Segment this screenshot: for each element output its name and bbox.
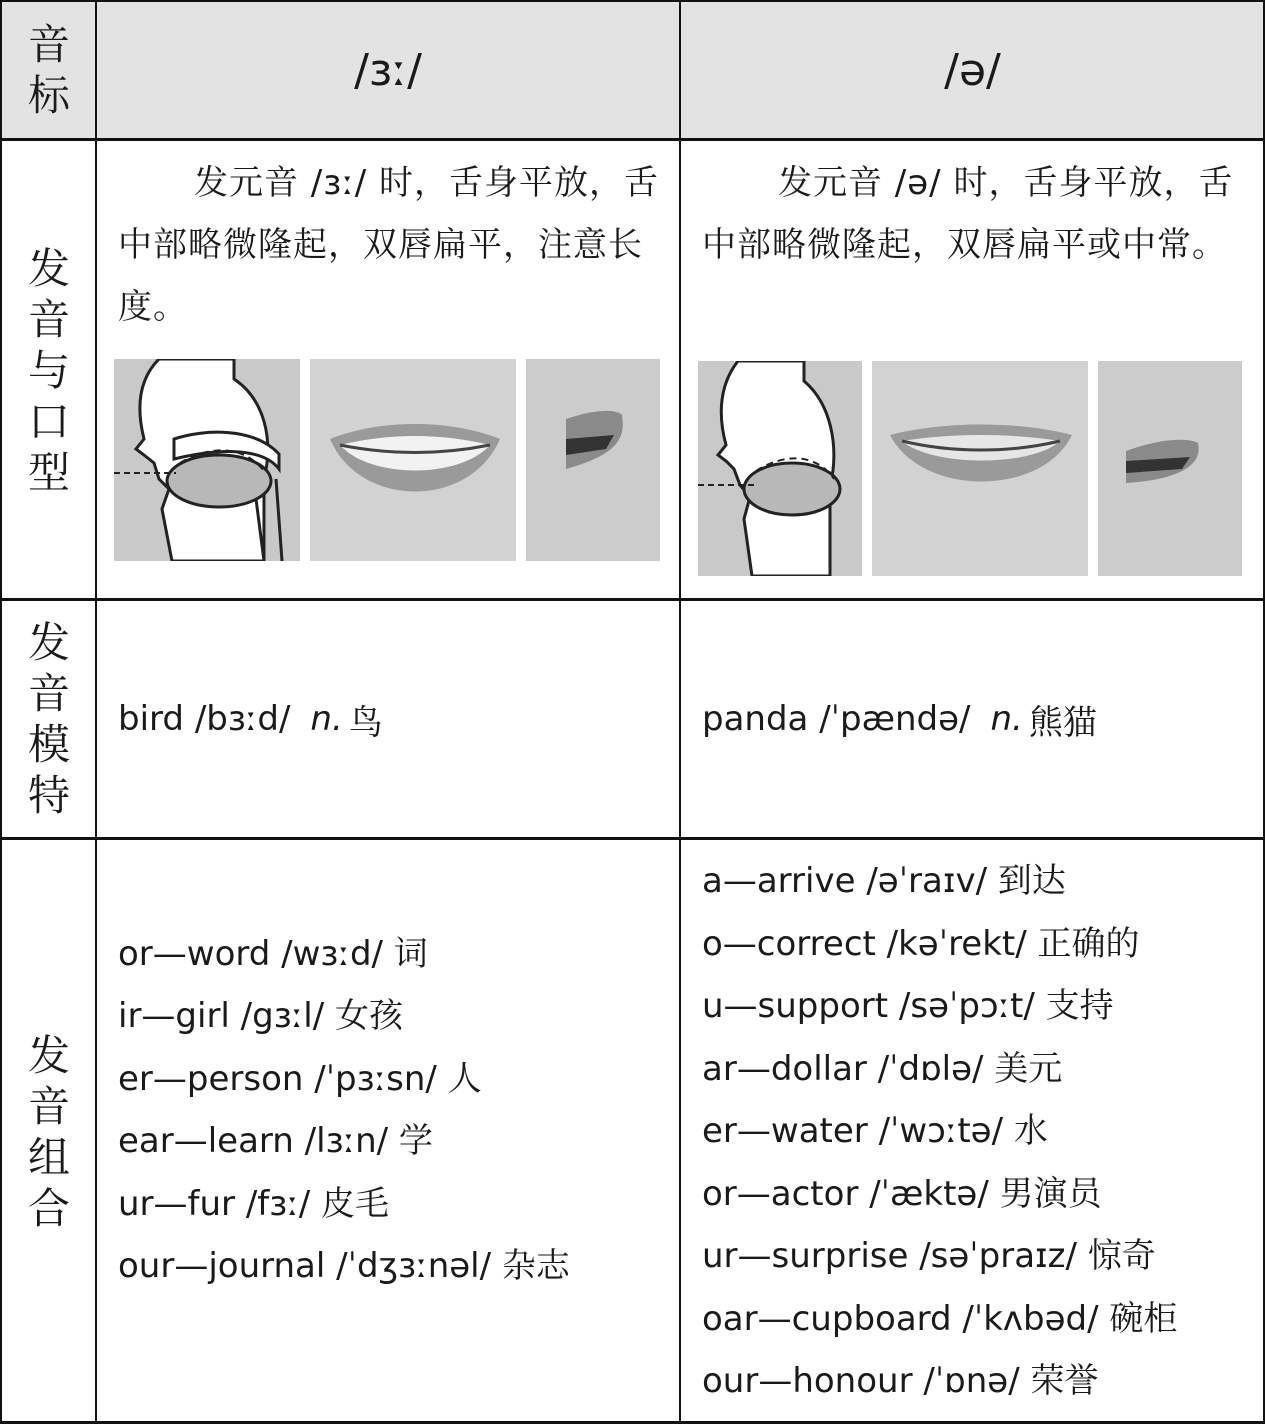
table-border — [0, 837, 1265, 840]
header-label — [2, 2, 96, 138]
lips-front-photo — [310, 359, 516, 561]
row-label-char: 发 — [27, 618, 70, 667]
description-text: 发元音 /ə/ 时，舌身平放，舌中部略微隆起，双唇扁平或中常。 — [702, 163, 1234, 265]
row-label-char: 发 — [27, 243, 70, 293]
row-label-char: 特 — [27, 771, 70, 820]
combination-item: or—actor /ˈæktə/ 男演员 — [702, 1173, 1102, 1214]
articulation-description — [702, 152, 1252, 276]
table-border — [0, 138, 1265, 141]
mouth-images — [114, 359, 660, 561]
combination-item: ir—girl /gɜːl/ 女孩 — [118, 996, 403, 1036]
model-meaning: 熊猫 — [1028, 702, 1097, 743]
model-ipa: /bɜːd/ — [194, 699, 291, 739]
row-label-char: 合 — [27, 1184, 70, 1233]
row-label-combinations — [2, 840, 96, 1424]
row-label-char: 模 — [27, 720, 70, 769]
header-label-char: 音 — [27, 20, 70, 69]
combination-item: or—word /wɜːd/ 词 — [118, 933, 428, 974]
articulation-description — [118, 152, 668, 338]
model-ipa: /ˈpændə/ — [819, 699, 971, 739]
lips-side-photo — [1098, 361, 1242, 576]
combination-item: ear—learn /lɜːn/ 学 — [118, 1121, 433, 1161]
sagittal-diagram-image — [698, 361, 862, 576]
combination-item: a—arrive /əˈraɪv/ 到达 — [702, 861, 1066, 901]
combination-item: oar—cupboard /ˈkʌbəd/ 碗柜 — [702, 1298, 1178, 1339]
lips-side-photo — [526, 359, 660, 561]
description-text: 发元音 /ɜː/ 时，舌身平放，舌中部略微隆起，双唇扁平，注意长度。 — [118, 163, 660, 327]
row-label-char: 发 — [27, 1031, 70, 1080]
combination-list — [96, 818, 680, 1402]
phoneme-heading-schwa: /ə/ — [944, 44, 1001, 96]
phoneme-heading-long-er: /ɜː/ — [354, 44, 422, 96]
row-label-model — [2, 601, 96, 837]
row-label-char: 音 — [27, 1082, 70, 1131]
mouth-images — [698, 361, 1242, 576]
model-word-entry — [680, 601, 1265, 837]
combination-item: our—journal /ˈdʒɜːnəl/ 杂志 — [118, 1246, 570, 1286]
row-label-char: 口 — [27, 396, 70, 446]
combination-item: er—person /ˈpɜːsn/ 人 — [118, 1058, 482, 1099]
combination-item: ar—dollar /ˈdɒlə/ 美元 — [702, 1048, 1063, 1089]
table-border — [95, 0, 97, 1424]
row-label-char: 组 — [27, 1133, 70, 1182]
combination-list — [680, 850, 1265, 1414]
combination-item: o—correct /kəˈrekt/ 正确的 — [702, 923, 1140, 964]
table-border — [679, 0, 681, 1424]
table-border — [0, 598, 1265, 601]
model-word-entry — [96, 601, 680, 837]
row-label-char: 型 — [27, 447, 70, 497]
table-border — [0, 0, 2, 1424]
combination-item: er—water /ˈwɔːtə/ 水 — [702, 1111, 1048, 1151]
table-border — [0, 0, 1265, 2]
row-label-char: 音 — [27, 669, 70, 718]
row-label-articulation — [2, 141, 96, 599]
combination-item: our—honour /ˈɒnə/ 荣誉 — [702, 1361, 1099, 1401]
row-label-char: 与 — [27, 345, 70, 395]
model-pos: n. — [990, 699, 1023, 739]
header-label-char: 标 — [27, 71, 70, 120]
lips-front-photo — [872, 361, 1088, 576]
sagittal-diagram-image — [114, 359, 300, 561]
row-label-char: 音 — [27, 294, 70, 344]
combination-item: ur—surprise /səˈpraɪz/ 惊奇 — [702, 1236, 1156, 1276]
model-meaning: 鸟 — [348, 702, 383, 743]
model-word: bird — [118, 699, 184, 739]
combination-item: u—support /səˈpɔːt/ 支持 — [702, 986, 1114, 1026]
model-word: panda — [702, 699, 809, 739]
combination-item: ur—fur /fɜː/ 皮毛 — [118, 1183, 390, 1224]
model-pos: n. — [310, 699, 343, 739]
